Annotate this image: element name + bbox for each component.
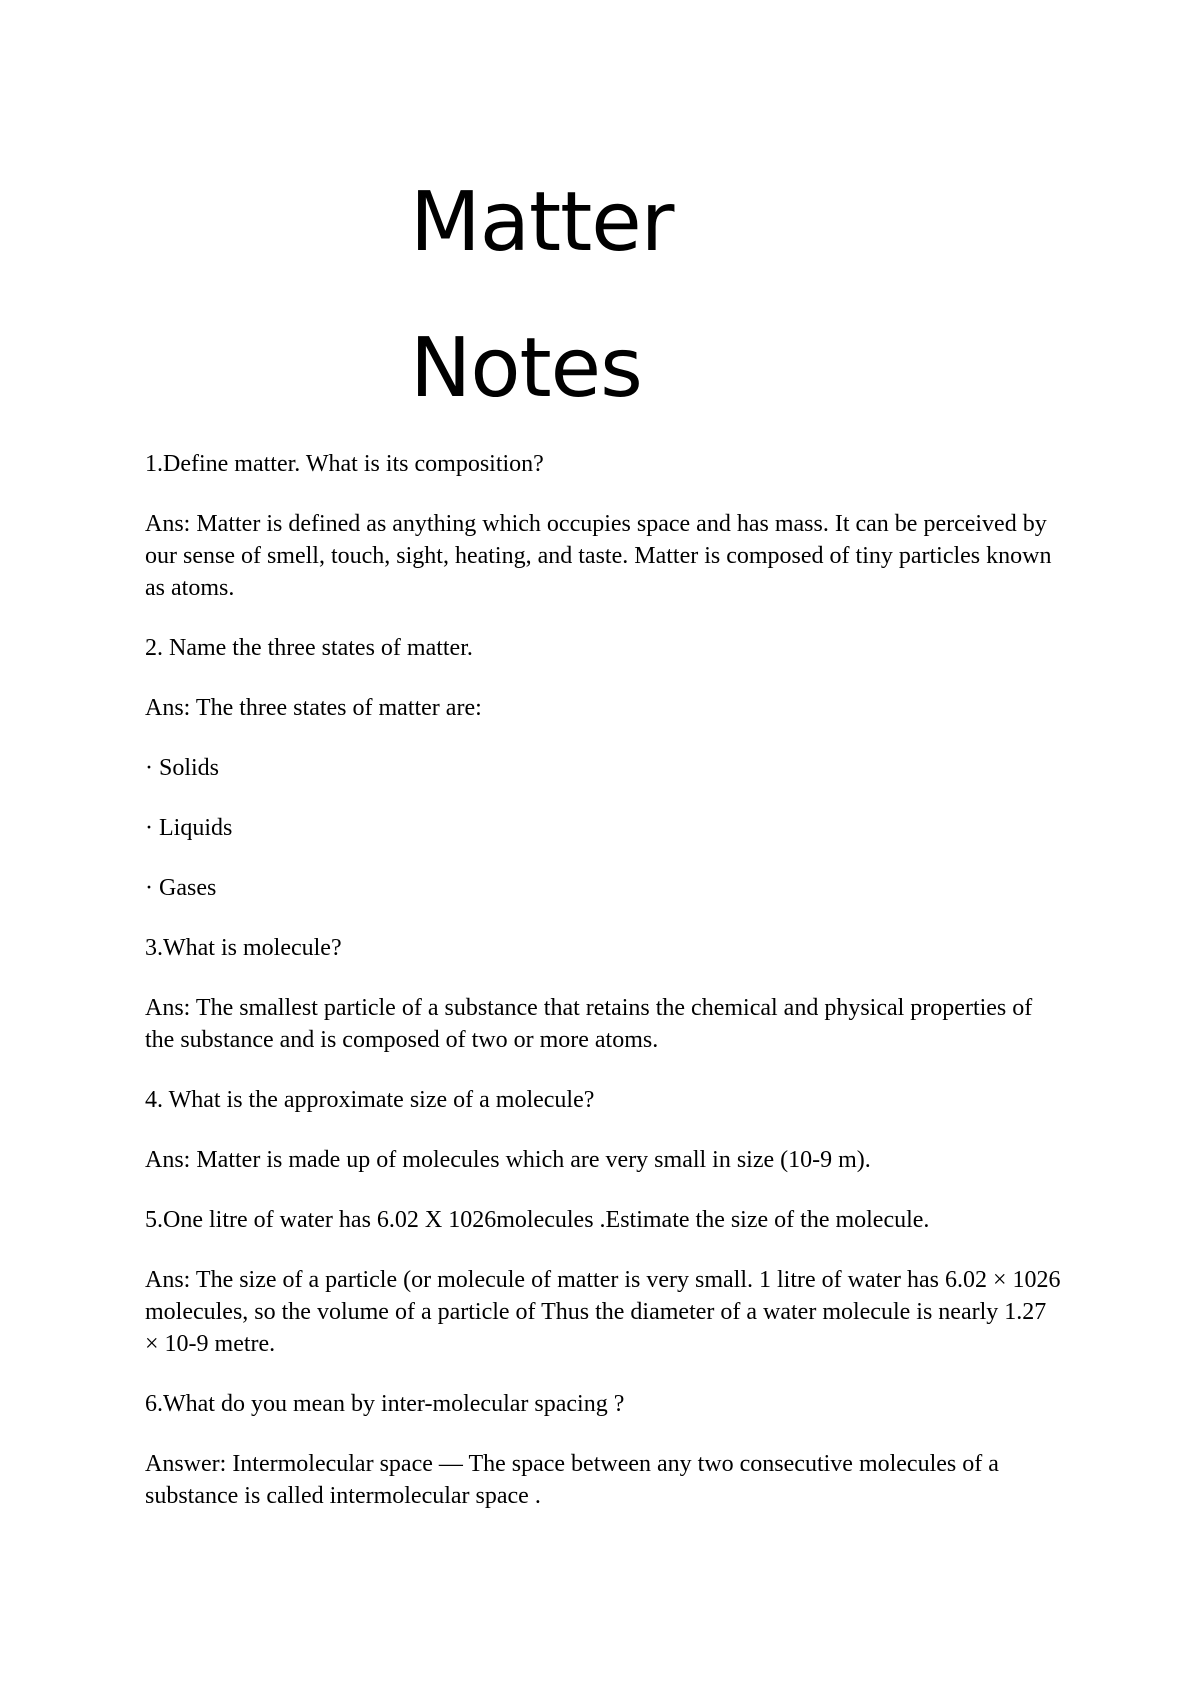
answer-4: Ans: Matter is made up of molecules which are very small in size (10-9 m). xyxy=(145,1147,871,1173)
document-title xyxy=(410,150,673,442)
question-6: 6.What do you mean by inter-molecular spacing ? xyxy=(145,1391,625,1417)
document-body xyxy=(145,448,1065,1540)
question-4: 4. What is the approximate size of a molecule? xyxy=(145,1087,595,1113)
question-1: 1.Define matter. What is its composition? xyxy=(145,451,544,477)
title-line-1: Matter xyxy=(410,175,674,270)
question-3: 3.What is molecule? xyxy=(145,935,342,961)
answer-6: Answer: Intermolecular space — The space between any two consecutive molecules of a substance is called intermolecular space . xyxy=(145,1451,999,1509)
title-line-2: Notes xyxy=(410,321,642,416)
list-item-solids: · Solids xyxy=(145,755,220,781)
question-5: 5.One litre of water has 6.02 X 1026molecules .Estimate the size of the molecule. xyxy=(145,1207,930,1233)
answer-1: Ans: Matter is defined as anything which occupies space and has mass. It can be perceived by our sense of smell, touch, sight, heating, and taste. Matter is composed of tiny particles known as atoms. xyxy=(145,511,1052,601)
list-item-gases: · Gases xyxy=(145,875,217,901)
answer-2: Ans: The three states of matter are: xyxy=(145,695,482,721)
list-item-liquids: · Liquids xyxy=(145,815,233,841)
answer-5: Ans: The size of a particle (or molecule of matter is very small. 1 litre of water has 6.02 × 1026 molecules, so the volume of a particle of Thus the diameter of a water molecule is nearly 1.27 × 10-9 metre. xyxy=(145,1267,1061,1357)
answer-3: Ans: The smallest particle of a substance that retains the chemical and physical properties of the substance and is composed of two or more atoms. xyxy=(145,995,1033,1053)
question-2: 2. Name the three states of matter. xyxy=(145,635,473,661)
